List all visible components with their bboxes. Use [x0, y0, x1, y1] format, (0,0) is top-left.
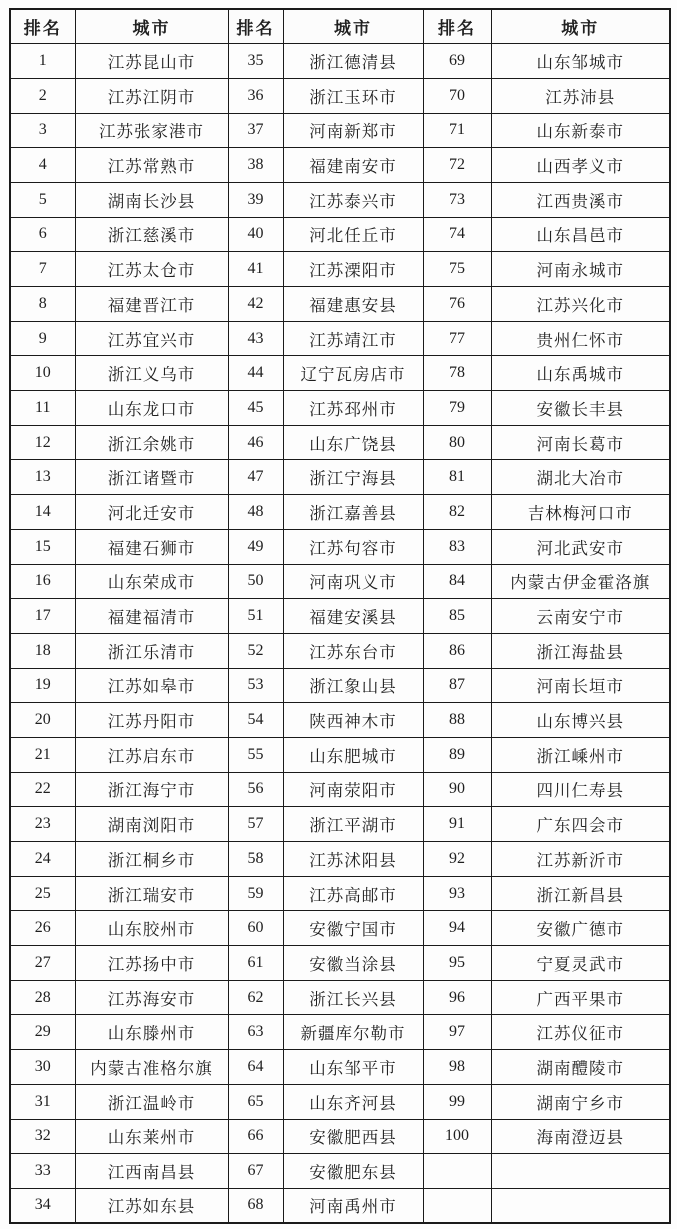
city-cell: 山东邹平市 [283, 1050, 423, 1085]
table-row [10, 564, 670, 599]
city-cell: 内蒙古准格尔旗 [75, 1050, 228, 1085]
table-row [10, 946, 670, 981]
city-cell: 江苏靖江市 [283, 321, 423, 356]
rank-cell: 13 [10, 460, 75, 495]
rank-cell: 22 [10, 772, 75, 807]
city-cell: 河北迁安市 [75, 495, 228, 530]
table-row [10, 78, 670, 113]
city-cell: 吉林梅河口市 [491, 495, 670, 530]
rank-cell: 8 [10, 287, 75, 322]
rank-cell: 16 [10, 564, 75, 599]
city-cell: 山东广饶县 [283, 425, 423, 460]
city-cell: 江苏仪征市 [491, 1015, 670, 1050]
table-row [10, 495, 670, 530]
table-row [10, 876, 670, 911]
table-row [10, 737, 670, 772]
rank-cell: 26 [10, 911, 75, 946]
table-row [10, 1119, 670, 1154]
rank-cell: 56 [228, 772, 283, 807]
city-cell: 浙江海宁市 [75, 772, 228, 807]
city-cell: 海南澄迈县 [491, 1119, 670, 1154]
table-row [10, 703, 670, 738]
rank-cell: 37 [228, 113, 283, 148]
city-cell: 江西贵溪市 [491, 182, 670, 217]
city-cell: 安徽当涂县 [283, 946, 423, 981]
table-row [10, 356, 670, 391]
city-cell: 江苏江阴市 [75, 78, 228, 113]
city-cell [491, 1154, 670, 1189]
city-cell: 浙江桐乡市 [75, 842, 228, 877]
table-row [10, 529, 670, 564]
rank-cell: 20 [10, 703, 75, 738]
rank-cell: 73 [423, 182, 491, 217]
rank-cell: 75 [423, 252, 491, 287]
rank-cell: 57 [228, 807, 283, 842]
rank-cell: 97 [423, 1015, 491, 1050]
city-cell: 浙江乐清市 [75, 633, 228, 668]
rank-cell [423, 1154, 491, 1189]
rank-cell: 76 [423, 287, 491, 322]
table-row [10, 44, 670, 79]
rank-cell: 54 [228, 703, 283, 738]
table-row [10, 217, 670, 252]
city-cell: 安徽广德市 [491, 911, 670, 946]
rank-cell: 30 [10, 1050, 75, 1085]
header-city-2: 城市 [283, 9, 423, 44]
rank-cell: 29 [10, 1015, 75, 1050]
header-city-3: 城市 [491, 9, 670, 44]
city-cell: 江苏兴化市 [491, 287, 670, 322]
rank-cell: 72 [423, 148, 491, 183]
rank-cell: 90 [423, 772, 491, 807]
rank-cell: 85 [423, 599, 491, 634]
table-row [10, 113, 670, 148]
rank-cell: 98 [423, 1050, 491, 1085]
rank-cell: 12 [10, 425, 75, 460]
rank-cell: 24 [10, 842, 75, 877]
city-cell: 浙江嘉善县 [283, 495, 423, 530]
city-cell: 浙江海盐县 [491, 633, 670, 668]
rank-cell: 23 [10, 807, 75, 842]
city-cell: 江苏句容市 [283, 529, 423, 564]
city-cell: 山东荣成市 [75, 564, 228, 599]
rank-cell: 70 [423, 78, 491, 113]
city-cell: 安徽宁国市 [283, 911, 423, 946]
table-row [10, 668, 670, 703]
rank-cell: 3 [10, 113, 75, 148]
rank-cell: 89 [423, 737, 491, 772]
rank-cell: 18 [10, 633, 75, 668]
rank-cell: 6 [10, 217, 75, 252]
city-cell: 福建福清市 [75, 599, 228, 634]
city-cell: 江苏如皋市 [75, 668, 228, 703]
rank-cell: 7 [10, 252, 75, 287]
rank-cell [423, 1188, 491, 1223]
rank-cell: 31 [10, 1084, 75, 1119]
city-cell: 江苏宜兴市 [75, 321, 228, 356]
city-cell: 河南长葛市 [491, 425, 670, 460]
rank-cell: 36 [228, 78, 283, 113]
city-cell: 江苏海安市 [75, 980, 228, 1015]
city-cell: 河北武安市 [491, 529, 670, 564]
city-cell: 浙江瑞安市 [75, 876, 228, 911]
city-cell: 河南长垣市 [491, 668, 670, 703]
rank-cell: 46 [228, 425, 283, 460]
rank-cell: 44 [228, 356, 283, 391]
rank-cell: 95 [423, 946, 491, 981]
city-cell: 浙江诸暨市 [75, 460, 228, 495]
rank-cell: 58 [228, 842, 283, 877]
rank-cell: 14 [10, 495, 75, 530]
city-cell: 浙江德清县 [283, 44, 423, 79]
rank-cell: 78 [423, 356, 491, 391]
city-cell: 河南禹州市 [283, 1188, 423, 1223]
rank-cell: 47 [228, 460, 283, 495]
table-row [10, 460, 670, 495]
rank-cell: 53 [228, 668, 283, 703]
rank-cell: 4 [10, 148, 75, 183]
city-cell: 山东滕州市 [75, 1015, 228, 1050]
rank-cell: 62 [228, 980, 283, 1015]
city-cell: 浙江义乌市 [75, 356, 228, 391]
rank-cell: 35 [228, 44, 283, 79]
city-cell: 福建晋江市 [75, 287, 228, 322]
city-cell: 江苏如东县 [75, 1188, 228, 1223]
rank-cell: 38 [228, 148, 283, 183]
city-cell: 山东新泰市 [491, 113, 670, 148]
table-row [10, 1154, 670, 1189]
rank-cell: 52 [228, 633, 283, 668]
rank-cell: 82 [423, 495, 491, 530]
city-cell: 江苏张家港市 [75, 113, 228, 148]
city-cell: 宁夏灵武市 [491, 946, 670, 981]
city-cell: 山东禹城市 [491, 356, 670, 391]
rank-cell: 28 [10, 980, 75, 1015]
rank-cell: 68 [228, 1188, 283, 1223]
table-row [10, 391, 670, 426]
city-cell: 广西平果市 [491, 980, 670, 1015]
rank-cell: 86 [423, 633, 491, 668]
city-cell: 江苏邳州市 [283, 391, 423, 426]
table-row [10, 1084, 670, 1119]
city-cell: 江苏东台市 [283, 633, 423, 668]
city-cell: 江苏启东市 [75, 737, 228, 772]
rank-cell: 49 [228, 529, 283, 564]
city-cell: 浙江玉环市 [283, 78, 423, 113]
table-row [10, 148, 670, 183]
city-cell: 山东肥城市 [283, 737, 423, 772]
city-cell: 云南安宁市 [491, 599, 670, 634]
table-row [10, 321, 670, 356]
rank-cell: 67 [228, 1154, 283, 1189]
rank-cell: 88 [423, 703, 491, 738]
city-cell: 浙江嵊州市 [491, 737, 670, 772]
city-cell: 福建南安市 [283, 148, 423, 183]
rank-cell: 25 [10, 876, 75, 911]
rank-cell: 92 [423, 842, 491, 877]
rank-cell: 51 [228, 599, 283, 634]
city-cell: 河南巩义市 [283, 564, 423, 599]
city-cell: 新疆库尔勒市 [283, 1015, 423, 1050]
rank-cell: 59 [228, 876, 283, 911]
city-cell: 湖北大冶市 [491, 460, 670, 495]
rank-cell: 93 [423, 876, 491, 911]
rank-cell: 42 [228, 287, 283, 322]
city-cell: 江苏昆山市 [75, 44, 228, 79]
rank-cell: 55 [228, 737, 283, 772]
table-row [10, 911, 670, 946]
header-city-1: 城市 [75, 9, 228, 44]
rank-cell: 17 [10, 599, 75, 634]
city-cell: 山东博兴县 [491, 703, 670, 738]
city-cell: 浙江长兴县 [283, 980, 423, 1015]
city-cell: 福建惠安县 [283, 287, 423, 322]
header-rank-1: 排名 [10, 9, 75, 44]
rank-cell: 11 [10, 391, 75, 426]
table-header [10, 9, 670, 44]
rank-cell: 83 [423, 529, 491, 564]
city-cell: 福建安溪县 [283, 599, 423, 634]
rank-cell: 77 [423, 321, 491, 356]
rank-cell: 91 [423, 807, 491, 842]
rank-cell: 50 [228, 564, 283, 599]
rank-cell: 21 [10, 737, 75, 772]
city-cell: 贵州仁怀市 [491, 321, 670, 356]
table-row [10, 1015, 670, 1050]
city-cell: 安徽长丰县 [491, 391, 670, 426]
city-cell: 江苏沭阳县 [283, 842, 423, 877]
city-cell: 江苏太仓市 [75, 252, 228, 287]
city-cell: 辽宁瓦房店市 [283, 356, 423, 391]
city-cell: 江西南昌县 [75, 1154, 228, 1189]
city-cell: 山东齐河县 [283, 1084, 423, 1119]
city-cell: 安徽肥西县 [283, 1119, 423, 1154]
city-cell: 江苏溧阳市 [283, 252, 423, 287]
rank-cell: 71 [423, 113, 491, 148]
rank-cell: 100 [423, 1119, 491, 1154]
city-cell: 江苏丹阳市 [75, 703, 228, 738]
city-cell: 河南永城市 [491, 252, 670, 287]
table-row [10, 1050, 670, 1085]
city-cell: 山西孝义市 [491, 148, 670, 183]
city-cell: 湖南宁乡市 [491, 1084, 670, 1119]
city-cell: 浙江宁海县 [283, 460, 423, 495]
city-cell: 河南新郑市 [283, 113, 423, 148]
city-cell: 安徽肥东县 [283, 1154, 423, 1189]
rank-cell: 39 [228, 182, 283, 217]
rank-cell: 79 [423, 391, 491, 426]
city-ranking-table [9, 8, 671, 1224]
city-cell [491, 1188, 670, 1223]
table-row [10, 980, 670, 1015]
rank-cell: 41 [228, 252, 283, 287]
city-cell: 浙江新昌县 [491, 876, 670, 911]
table-row [10, 807, 670, 842]
rank-cell: 63 [228, 1015, 283, 1050]
city-cell: 河南荥阳市 [283, 772, 423, 807]
city-cell: 江苏泰兴市 [283, 182, 423, 217]
rank-cell: 43 [228, 321, 283, 356]
rank-cell: 81 [423, 460, 491, 495]
rank-cell: 45 [228, 391, 283, 426]
rank-cell: 9 [10, 321, 75, 356]
table-row [10, 842, 670, 877]
rank-cell: 61 [228, 946, 283, 981]
rank-cell: 74 [423, 217, 491, 252]
header-row [10, 9, 670, 44]
rank-cell: 10 [10, 356, 75, 391]
city-cell: 浙江温岭市 [75, 1084, 228, 1119]
rank-cell: 48 [228, 495, 283, 530]
header-rank-2: 排名 [228, 9, 283, 44]
city-cell: 内蒙古伊金霍洛旗 [491, 564, 670, 599]
table-body [10, 44, 670, 1223]
table-row [10, 772, 670, 807]
rank-cell: 2 [10, 78, 75, 113]
rank-cell: 99 [423, 1084, 491, 1119]
city-cell: 江苏高邮市 [283, 876, 423, 911]
city-cell: 山东邹城市 [491, 44, 670, 79]
rank-cell: 69 [423, 44, 491, 79]
rank-cell: 60 [228, 911, 283, 946]
table-row [10, 252, 670, 287]
city-cell: 浙江慈溪市 [75, 217, 228, 252]
rank-cell: 65 [228, 1084, 283, 1119]
city-cell: 河北任丘市 [283, 217, 423, 252]
rank-cell: 84 [423, 564, 491, 599]
table-row [10, 425, 670, 460]
rank-cell: 64 [228, 1050, 283, 1085]
city-cell: 福建石狮市 [75, 529, 228, 564]
city-cell: 四川仁寿县 [491, 772, 670, 807]
city-cell: 江苏沛县 [491, 78, 670, 113]
city-cell: 浙江平湖市 [283, 807, 423, 842]
rank-cell: 5 [10, 182, 75, 217]
city-cell: 陕西神木市 [283, 703, 423, 738]
rank-cell: 33 [10, 1154, 75, 1189]
city-cell: 江苏常熟市 [75, 148, 228, 183]
city-cell: 湖南浏阳市 [75, 807, 228, 842]
rank-cell: 94 [423, 911, 491, 946]
table-row [10, 287, 670, 322]
city-cell: 山东龙口市 [75, 391, 228, 426]
header-rank-3: 排名 [423, 9, 491, 44]
city-cell: 湖南长沙县 [75, 182, 228, 217]
rank-cell: 32 [10, 1119, 75, 1154]
table-row [10, 599, 670, 634]
rank-cell: 87 [423, 668, 491, 703]
city-cell: 山东昌邑市 [491, 217, 670, 252]
city-cell: 浙江象山县 [283, 668, 423, 703]
city-cell: 江苏新沂市 [491, 842, 670, 877]
city-cell: 江苏扬中市 [75, 946, 228, 981]
rank-cell: 66 [228, 1119, 283, 1154]
city-cell: 广东四会市 [491, 807, 670, 842]
table-row [10, 633, 670, 668]
rank-cell: 19 [10, 668, 75, 703]
city-cell: 山东胶州市 [75, 911, 228, 946]
rank-cell: 34 [10, 1188, 75, 1223]
rank-cell: 40 [228, 217, 283, 252]
rank-cell: 15 [10, 529, 75, 564]
rank-cell: 1 [10, 44, 75, 79]
city-cell: 湖南醴陵市 [491, 1050, 670, 1085]
city-cell: 山东莱州市 [75, 1119, 228, 1154]
rank-cell: 27 [10, 946, 75, 981]
city-cell: 浙江余姚市 [75, 425, 228, 460]
rank-cell: 96 [423, 980, 491, 1015]
table-row [10, 182, 670, 217]
table-row [10, 1188, 670, 1223]
rank-cell: 80 [423, 425, 491, 460]
